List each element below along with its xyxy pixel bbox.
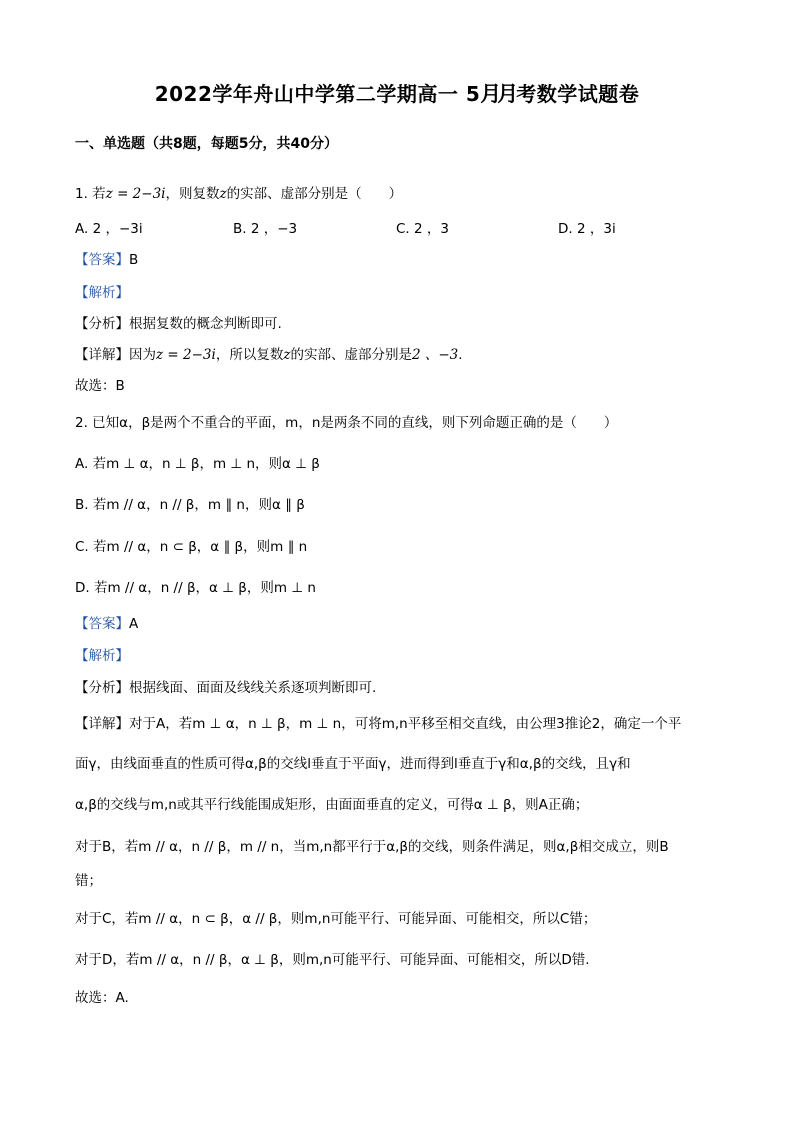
q2-choose: 故选：A. (75, 990, 129, 1006)
q1-xiangjie-mid: ，所以复数 (215, 347, 284, 363)
q2-xiangjie-tag: 【详解】 (75, 716, 129, 732)
title-main: 2022学年舟山中学第二学期高一 5 (154, 82, 481, 106)
q1-xiangjie-tag: 【详解】 (75, 347, 129, 363)
q2-fenxi (75, 676, 376, 696)
q1-answer-value: B (129, 252, 139, 268)
q1-xiangjie (75, 343, 463, 363)
q1-xiangjie-end: . (458, 347, 463, 363)
page-title (0, 78, 794, 108)
q2-option-b: B. 若m // α，n // β，m ∥ n，则α ∥ β (75, 497, 305, 513)
q2-fenxi-tag: 【分析】 (75, 680, 129, 696)
q1-option-b: B. 2 ，−3 (233, 221, 298, 237)
q1-answer (75, 248, 138, 268)
q2-detail-1 (75, 712, 681, 732)
q2-detail-4: 对于B，若m // α，n // β，m // n，当m,n都平行于α,β的交线，则条件满足，则α,β相交成立，则B (75, 839, 669, 855)
q1-fenxi-tag: 【分析】 (75, 316, 129, 332)
q2-answer-tag: 【答案】 (75, 616, 129, 632)
q1-stem-prefix: 1. 若 (75, 186, 106, 202)
q1-xiangjie-after: 的实部、虚部分别是 (290, 347, 412, 363)
q1-option-a: A. 2 ，−3i (75, 221, 143, 237)
q2-detail-6: 对于C，若m // α，n ⊂ β，α // β，则m,n可能平行、可能异面、可能相交，所以C错； (75, 911, 597, 927)
q1-stem-math: z = 2−3i (105, 186, 166, 202)
q1-xiangjie-var: z (283, 347, 291, 363)
q1-stem-mid: ，则复数 (165, 186, 220, 202)
q1-option-c: C. 2 ，3 (396, 221, 449, 237)
q2-option-c: C. 若m // α，n ⊂ β，α ∥ β，则m ∥ n (75, 539, 308, 555)
q2-detail-7: 对于D，若m // α，n // β，α ⊥ β，则m,n可能平行、可能异面、可能相交，所以D错. (75, 952, 590, 968)
q2-stem: 2. 已知α，β是两个不重合的平面，m，n是两条不同的直线，则下列命题正确的是（ ） (75, 415, 618, 431)
q1-stem (75, 182, 402, 202)
q2-detail-1-text: 对于A，若m ⊥ α，n ⊥ β，m ⊥ n，可将m,n平移至相交直线，由公理3推论2，确定一个平 (129, 716, 682, 732)
q1-choose: 故选：B (75, 378, 125, 394)
q2-analysis-tag: 【解析】 (75, 648, 129, 664)
q1-stem-suffix: 的实部、虚部分别是（ ） (226, 186, 403, 202)
q2-answer-value: A (129, 616, 139, 632)
q1-answer-tag: 【答案】 (75, 252, 129, 268)
section-heading: 一、单选题（共8题，每题5分，共40分） (75, 136, 338, 152)
q2-detail-5: 错； (75, 873, 102, 889)
q1-fenxi (75, 312, 282, 332)
q1-option-d: D. 2 ，3i (558, 221, 616, 237)
q1-stem-var: z (219, 186, 227, 202)
title-overlay: 月月 (480, 82, 515, 106)
q1-analysis-tag: 【解析】 (75, 285, 129, 301)
q2-option-a: A. 若m ⊥ α，n ⊥ β，m ⊥ n，则α ⊥ β (75, 456, 320, 472)
q2-fenxi-text: 根据线面、面面及线线关系逐项判断即可. (129, 680, 377, 696)
q1-xiangjie-before: 因为 (129, 347, 156, 363)
q2-detail-2: 面γ，由线面垂直的性质可得α,β的交线l垂直于平面γ，进而得到l垂直于γ和α,β的交线，且γ和 (75, 756, 631, 772)
q1-fenxi-text: 根据复数的概念判断即可. (129, 316, 282, 332)
title-tail: 考数学试题卷 (516, 82, 640, 106)
q1-xiangjie-math: z = 2−3i (156, 347, 216, 363)
q2-answer (75, 612, 138, 632)
q2-option-d: D. 若m // α，n // β，α ⊥ β，则m ⊥ n (75, 580, 316, 596)
q1-xiangjie-vals: 2 、−3 (411, 347, 459, 363)
q2-detail-3: α,β的交线与m,n或其平行线能围成矩形，由面面垂直的定义，可得α ⊥ β，则A正确； (75, 797, 589, 813)
